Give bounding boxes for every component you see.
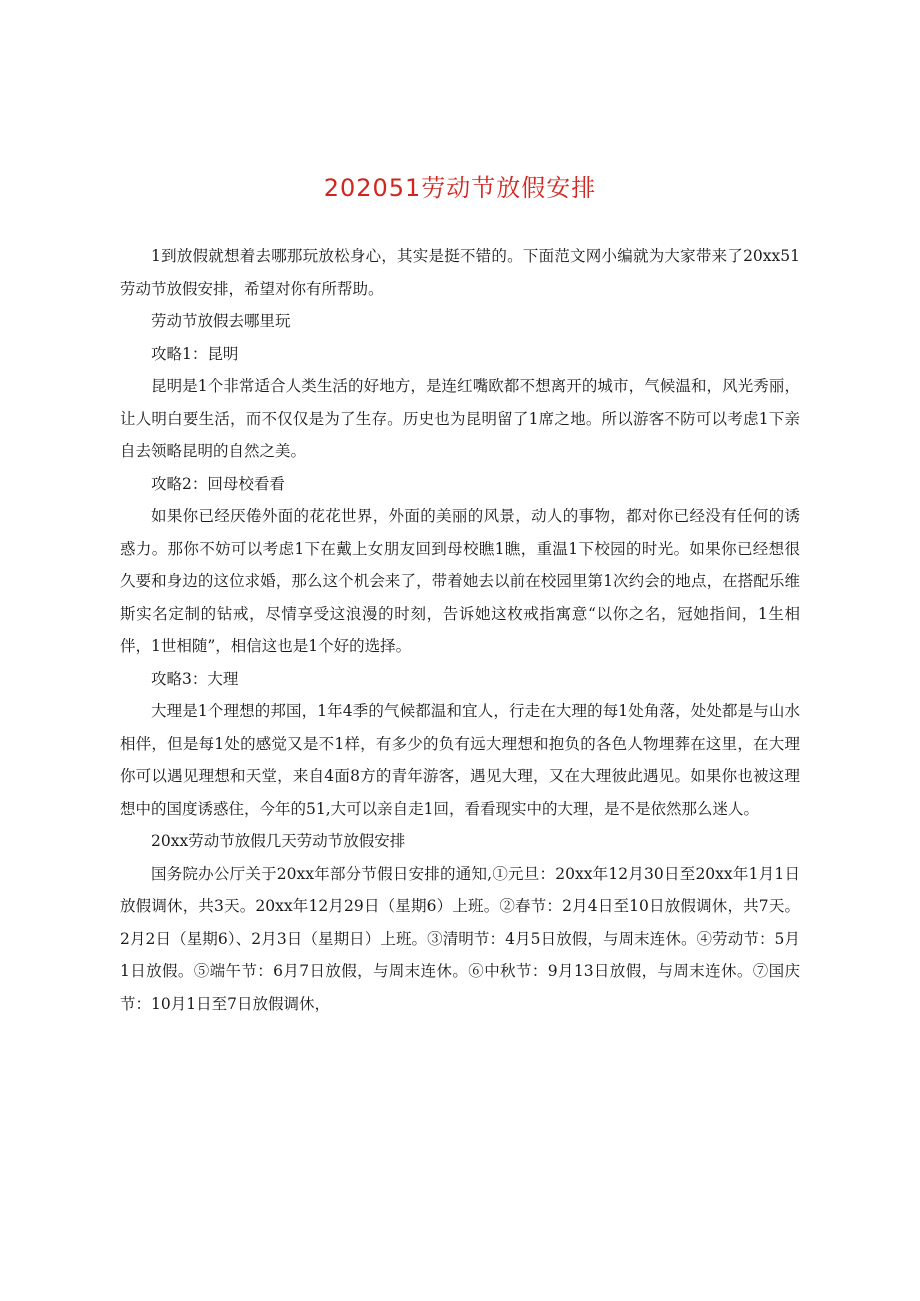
strategy-paragraph: 如果你已经厌倦外面的花花世界，外面的美丽的风景，动人的事物，都对你已经没有任何的诱惑力。那你不妨可以考虑1下在戴上女朋友回到母校瞧1瞧，重温1下校园的时光。如果你已经想很久要和身边的这位求婚，那么这个机会来了，带着她去以前在校园里第1次约会的地点，在搭配乐维斯实名定制的钻戒，尽情享受这浪漫的时刻，告诉她这枚戒指寓意“以你之名，冠她指间，1生相伴，1世相随”，相信这也是1个好的选择。 bbox=[120, 507, 800, 655]
section-heading: 劳动节放假去哪里玩 bbox=[151, 312, 291, 330]
section-heading: 20xx劳动节放假几天劳动节放假安排 bbox=[151, 832, 406, 850]
document-title: 202051劳动节放假安排 bbox=[323, 174, 597, 202]
intro-paragraph: 1到放假就想着去哪那玩放松身心，其实是挺不错的。下面范文网小编就为大家带来了20xx51劳动节放假安排，希望对你有所帮助。 bbox=[120, 247, 800, 298]
strategy-heading: 攻略3：大理 bbox=[151, 669, 239, 688]
notice-paragraph: 国务院办公厅关于20xx年部分节假日安排的通知,①元旦：20xx年12月30日至20xx年1月1日放假调休，共3天。20xx年12月29日（星期6）上班。②春节：2月4日至10日放假调休，共7天。2月2日（星期6）、2月3日（星期日）上班。③清明节：4月5日放假，与周末连休。④劳动节：5月1日放假。⑤端午节：6月7日放假，与周末连休。⑥中秋节：9月13日放假，与周末连休。⑦国庆节：10月1日至7日放假调休， bbox=[120, 864, 800, 1013]
document-body bbox=[120, 240, 800, 1020]
strategy-paragraph: 昆明是1个非常适合人类生活的好地方，是连红嘴欧都不想离开的城市，气候温和，风光秀丽，让人明白要生活，而不仅仅是为了生存。历史也为昆明留了1席之地。所以游客不防可以考虑1下亲自去领略昆明的自然之美。 bbox=[120, 377, 800, 460]
strategy-paragraph: 大理是1个理想的邦国，1年4季的气候都温和宜人，行走在大理的每1处角落，处处都是与山水相伴，但是每1处的感觉又是不1样，有多少的负有远大理想和抱负的各色人物埋葬在这里，在大理你可以遇见理想和天堂，来自4面8方的青年游客，遇见大理，又在大理彼此遇见。如果你也被这理想中的国度诱惑住，今年的51,大可以亲自走1回，看看现实中的大理，是不是依然那么迷人。 bbox=[120, 702, 800, 818]
strategy-heading: 攻略1：昆明 bbox=[151, 344, 239, 363]
strategy-heading: 攻略2：回母校看看 bbox=[151, 474, 285, 493]
